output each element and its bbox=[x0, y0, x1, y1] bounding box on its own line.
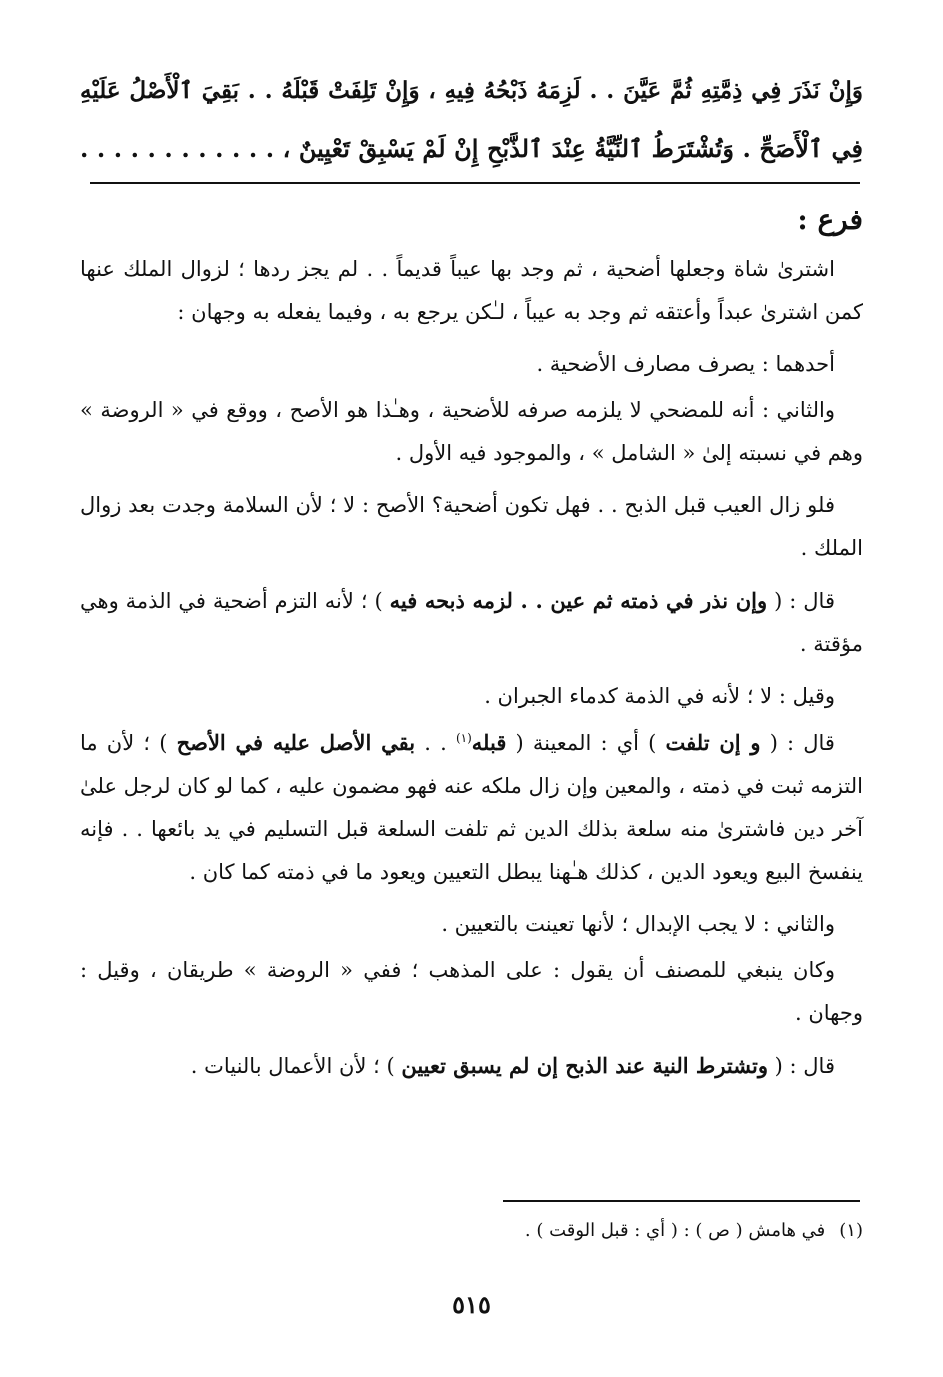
paragraph-7-quote-3: بقي الأصل عليه في الأصح bbox=[176, 730, 416, 755]
paragraph-10-quote: وتشترط النية عند الذبح إن لم يسبق تعيين bbox=[401, 1053, 768, 1078]
paragraph-2: أحدهما : يصرف مصارف الأضحية . bbox=[536, 352, 835, 376]
paragraph-10 bbox=[80, 1044, 863, 1088]
paragraph-7 bbox=[80, 721, 863, 894]
matn-separator-rule bbox=[90, 182, 860, 184]
paragraph-1: اشترىٰ شاة وجعلها أضحية ، ثم وجد بها عيباً قديماً . . لم يجز ردها ؛ لزوال الملك عنها كمن اشترىٰ عبداً وأعتقه ثم وجد به عيباً ، لـٰكن يرجع به ، وفيما يفعله به وجهان : bbox=[80, 257, 863, 324]
footnote-text: في هامش ( ص ) : ( أي : قبل الوقت ) . bbox=[524, 1220, 826, 1241]
paragraph-7-sep: . . bbox=[415, 731, 456, 755]
paragraph-7-quote-1: و إن تلفت bbox=[665, 730, 761, 755]
paragraph-10-open: قال : ( bbox=[768, 1054, 835, 1078]
paragraph-4: فلو زال العيب قبل الذبح . . فهل تكون أضحية؟ الأصح : لا ؛ لأن السلامة وجدت بعد زوال الملك . bbox=[80, 493, 863, 560]
paragraph-5-open: قال : ( bbox=[767, 589, 835, 613]
paragraph-6: وقيل : لا ؛ لأنه في الذمة كدماء الجبران . bbox=[484, 684, 835, 708]
paragraph-5 bbox=[80, 579, 863, 666]
paragraph-8: والثاني : لا يجب الإبدال ؛ لأنها تعينت بالتعيين . bbox=[441, 912, 835, 936]
section-heading-far: فرع : bbox=[797, 203, 863, 236]
paragraph-10-rest: ) ؛ لأن الأعمال بالنيات . bbox=[190, 1054, 402, 1078]
paragraph-3: والثاني : أنه للمضحي لا يلزمه صرفه للأضحية ، وهـٰذا هو الأصح ، ووقع في « الروضة » وهم في نسبته إلىٰ « الشامل » ، والموجود فيه الأول . bbox=[80, 398, 863, 465]
paragraph-7-quote-2: قبله bbox=[471, 730, 507, 755]
paragraph-7-mid: ) أي : المعينة ( bbox=[506, 731, 666, 755]
page-number: ٥١٥ bbox=[452, 1290, 491, 1319]
footnote-reference[interactable]: (١) bbox=[455, 731, 472, 745]
footnote-number: (١) bbox=[839, 1220, 863, 1241]
matn-line-1: وَإِنْ نَذَرَ فِي ذِمَّتِهِ ثُمَّ عَيَّنَ . . لَزِمَهُ ذَبْحُهُ فِيهِ ، وَإِنْ تَلِفَتْ قَبْلَهُ . . بَقِيَ ٱلْأَصْلُ عَلَيْهِ bbox=[80, 77, 863, 104]
footnote-separator-rule bbox=[503, 1200, 860, 1202]
commentary-body bbox=[80, 248, 863, 1097]
paragraph-7-rest: ) ؛ لأن ما التزمه ثبت في ذمته ، والمعين وإن زال ملكه عنه فهو مضمون عليه ، كما لو كان لرجل علىٰ آخر دين فاشترىٰ منه سلعة بذلك الدين ثم تلفت السلعة قبل التسليم في يد بائعها . . فإنه ينفسخ البيع ويعود الدين ، كذلك هـٰهنا يبطل التعيين ويعود ما في ذمته كما كان . bbox=[80, 731, 863, 884]
paragraph-5-quote: وإن نذر في ذمته ثم عين . . لزمه ذبحه فيه bbox=[389, 588, 768, 613]
paragraph-5-rest: ) ؛ لأنه التزم أضحية في الذمة وهي مؤقتة . bbox=[80, 589, 863, 656]
footnote bbox=[525, 1216, 863, 1246]
matn-line-2: فِي ٱلْأَصَحِّ . وَتُشْتَرَطُ ٱلنِّيَّةُ عِنْدَ ٱلذَّبْحِ إِنْ لَمْ يَسْبِقْ تَعْيِينٌ ، . . . . . . . . . . . . bbox=[80, 134, 863, 163]
paragraph-9: وكان ينبغي للمصنف أن يقول : على المذهب ؛ ففي « الروضة » طريقان ، وقيل : وجهان . bbox=[80, 958, 863, 1025]
paragraph-7-open: قال : ( bbox=[760, 731, 835, 755]
